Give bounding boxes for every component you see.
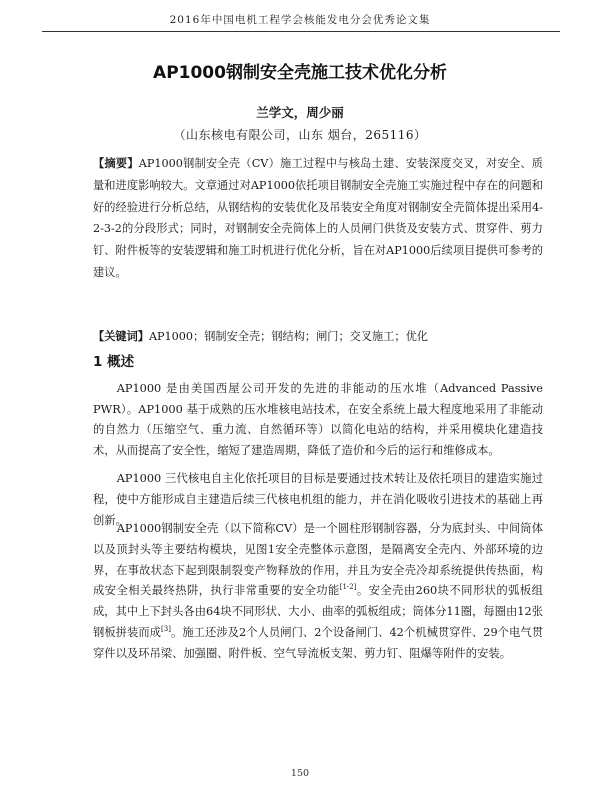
- section-heading: 1 概述: [93, 354, 135, 370]
- body-paragraph-2: AP1000 三代核电自主化依托项目的目标是要通过技术转让及依托项目的建造实施过程，使中方能形成自主建造后续三代核电机组的能力，并在消化吸收引进技术的基础上再创新。: [93, 472, 543, 527]
- abstract-text: AP1000钢制安全壳（CV）施工过程中与核岛土建、安装深度交叉，对安全、质量和进度影响较大。文章通过对AP1000依托项目钢制安全壳施工实施过程中存在的问题和好的经验进行分析总结，从钢结构的安装优化及吊装安全角度对钢制安全壳简体提出采用4-2-3-2的分段形式；同时，对钢制安全壳筒体上的人员闸门供货及安装方式、贯穿件、剪力钉、附件板等的安装逻辑和施工时机进行优化分析，旨在对AP1000后续项目提供可参考的建议。: [93, 157, 543, 279]
- paper-authors: 兰学文，周少丽: [256, 105, 344, 120]
- keywords-label: 【关键词】: [93, 329, 149, 343]
- paper-affiliation: （山东核电有限公司，山东 烟台，265116）: [173, 128, 427, 142]
- citation: [1-2]: [339, 583, 357, 592]
- paper-title: AP1000钢制安全壳施工技术优化分析: [153, 63, 447, 83]
- paragraph-text: AP1000钢制安全壳（以下简称CV）是一个圆柱形钢制容器，分为底封头、中间筒体以及顶封头等主要结构模块，见图1安全壳整体示意图，是隔离安全壳内、外部环境的边界，在事故状态下起到限制裂变产物释放的作用，并且为安全壳冷却系统提供传热面，构成安全相关最终热阱，执行非常重要的安全功能: [93, 522, 543, 598]
- body-paragraph-1: AP1000 是由美国西屋公司开发的先进的非能动的压水堆（Advanced Passive PWR）。AP1000 基于成熟的压水堆核电站技术，在安全系统上最大程度地采用了非能动的自然力（压缩空气、重力流、自然循环等）以简化电站的结构，并采用模块化建造技术，从而提高了安全性，缩短了建造周期，降低了造价和今后的运行和维修成本。: [93, 382, 543, 457]
- keywords-text: AP1000；钢制安全壳；钢结构；闸门；交叉施工；优化: [148, 330, 428, 343]
- running-header: 2016年中国电机工程学会核能发电分会优秀论文集: [169, 14, 431, 26]
- keywords: [93, 327, 543, 346]
- paragraph-text: 。施工还涉及2个人员闸门、2个设备闸门、42个机械贯穿件、29个电气贯穿件以及环吊梁、加强圈、附件板、空气导流板支架、剪力钉、阻爆等附件的安装。: [93, 625, 543, 660]
- abstract: [93, 153, 543, 284]
- paragraph-text: 。安全壳由260块不同形状的弧板组成，其中上下封头各由64块不同形状、大小、曲率的弧板组成；筒体分11圈，每圈由12张钢板拼装而成: [93, 584, 543, 639]
- abstract-label: 【摘要】: [93, 156, 139, 170]
- body-paragraph-3: [93, 519, 543, 665]
- page-number: 150: [290, 768, 310, 779]
- header-divider: [42, 31, 560, 32]
- citation: [3]: [161, 625, 171, 634]
